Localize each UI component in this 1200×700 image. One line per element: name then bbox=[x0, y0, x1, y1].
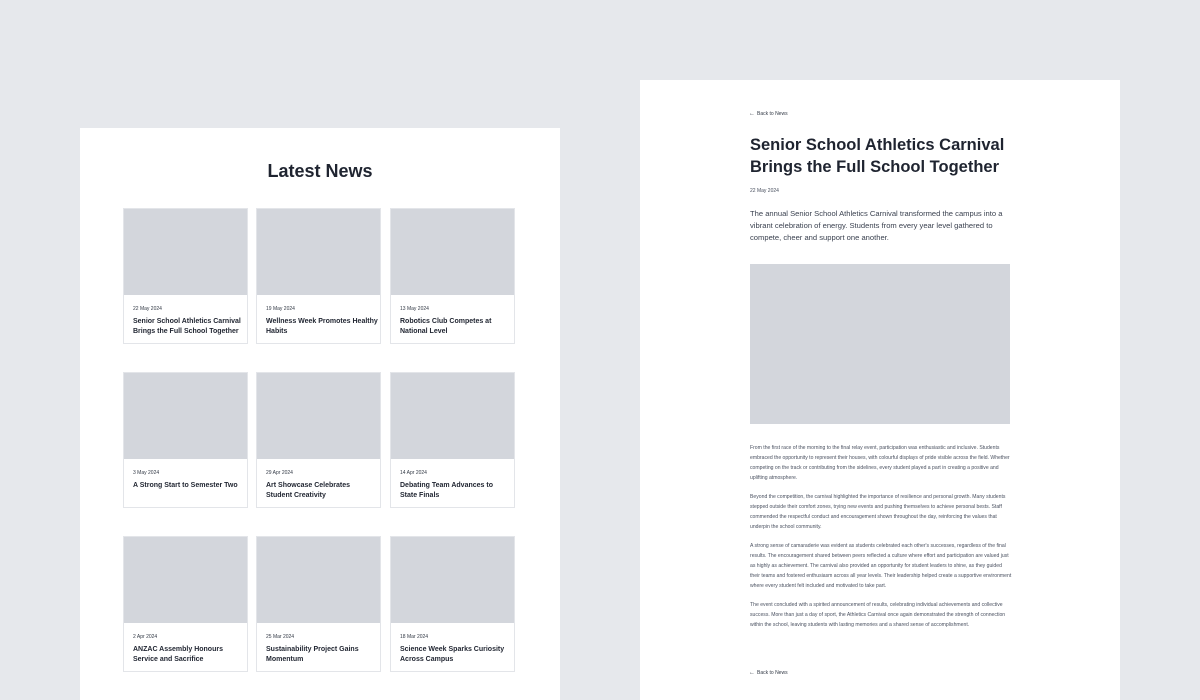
news-card-image[interactable] bbox=[124, 373, 247, 459]
article-panel bbox=[640, 80, 1120, 700]
news-card-date: 2 Apr 2024 bbox=[133, 634, 158, 640]
news-card-date: 13 May 2024 bbox=[400, 306, 429, 312]
news-card-image[interactable] bbox=[391, 373, 514, 459]
news-card[interactable] bbox=[123, 372, 248, 508]
news-card-title[interactable]: Art Showcase Celebrates Student Creativity bbox=[266, 482, 351, 499]
news-card[interactable] bbox=[123, 536, 248, 672]
article-paragraph: A strong sense of camaraderie was evident as students celebrated each other's successes, regardless of the final results. The encouragement shared between peers reflected a culture where effort and participation are valued just as highly as achievement. The carnival also provided an opportunity for student leaders to shine, as they guided their teams and fostered enthusiasm across all year levels. Their leadership helped create a supportive environment where every student felt included and motivated to take part. bbox=[750, 543, 1012, 589]
article-title: Senior School Athletics Carnival Brings the Full School Together bbox=[750, 136, 1005, 176]
arrow-left-icon: ← bbox=[749, 670, 755, 676]
news-card[interactable] bbox=[256, 208, 381, 344]
news-card-image[interactable] bbox=[257, 373, 380, 459]
news-card-image[interactable] bbox=[257, 537, 380, 623]
news-card-image[interactable] bbox=[391, 537, 514, 623]
article-hero-image bbox=[750, 264, 1010, 424]
news-card-title[interactable]: Debating Team Advances to State Finals bbox=[400, 482, 493, 499]
article-paragraph: The event concluded with a spirited announcement of results, celebrating individual achievements and collective success. More than just a day of sport, the Athletics Carnival once again demonstrated the strength of connection within the school, leaving students with lasting memories and a shared sense of accomplishment. bbox=[750, 602, 1006, 628]
news-card-date: 3 May 2024 bbox=[133, 470, 160, 476]
news-card-title[interactable]: Wellness Week Promotes Healthy Habits bbox=[266, 318, 378, 335]
news-listing-panel bbox=[80, 128, 560, 700]
news-card[interactable] bbox=[123, 208, 248, 344]
article-lead: The annual Senior School Athletics Carnival transformed the campus into a vibrant celebration of energy. Students from every year level gathered to compete, cheer and support one another. bbox=[750, 209, 1003, 242]
news-card-date: 18 Mar 2024 bbox=[400, 634, 429, 640]
article-date: 22 May 2024 bbox=[750, 188, 779, 194]
news-card[interactable] bbox=[390, 372, 515, 508]
news-card[interactable] bbox=[256, 536, 381, 672]
news-card-date: 19 May 2024 bbox=[266, 306, 295, 312]
news-card[interactable] bbox=[390, 536, 515, 672]
news-card[interactable] bbox=[256, 372, 381, 508]
news-card-image[interactable] bbox=[257, 209, 380, 295]
news-card-date: 25 Mar 2024 bbox=[266, 634, 295, 640]
news-card-image[interactable] bbox=[391, 209, 514, 295]
news-card-title[interactable]: Senior School Athletics Carnival Brings the Full School Together bbox=[133, 318, 241, 335]
news-heading: Latest News bbox=[267, 161, 373, 181]
news-card-image[interactable] bbox=[124, 537, 247, 623]
back-to-news-label: Back to News bbox=[757, 111, 788, 117]
arrow-left-icon: ← bbox=[749, 111, 755, 117]
article-paragraph: From the first race of the morning to the final relay event, participation was enthusiastic and inclusive. Students embraced the opportunity to represent their houses, with colourful displays of pride visible across the field. Whether competing on the track or contributing from the sidelines, every student played a part in creating a positive and uplifting atmosphere. bbox=[750, 445, 1010, 481]
back-to-news-link-top[interactable] bbox=[749, 111, 788, 118]
news-card-title[interactable]: Science Week Sparks Curiosity Across Campus bbox=[400, 646, 505, 663]
news-card[interactable] bbox=[390, 208, 515, 344]
news-card-date: 22 May 2024 bbox=[133, 306, 162, 312]
news-card-date: 29 Apr 2024 bbox=[266, 470, 293, 476]
article-paragraph: Beyond the competition, the carnival highlighted the importance of resilience and personal growth. Many students stepped outside their comfort zones, trying new events and pushing themselves to achieve personal bests. Staff commended the respectful conduct and encouragement shown throughout the day, reinforcing the values that underpin the school community. bbox=[750, 494, 1006, 530]
article-body bbox=[750, 443, 1012, 639]
news-card-image[interactable] bbox=[124, 209, 247, 295]
news-card-title[interactable]: Robotics Club Competes at National Level bbox=[400, 318, 492, 335]
news-card-title[interactable]: Sustainability Project Gains Momentum bbox=[266, 646, 359, 663]
back-to-news-link-bottom[interactable] bbox=[749, 670, 788, 677]
back-to-news-label: Back to News bbox=[757, 670, 788, 676]
news-card-title[interactable]: ANZAC Assembly Honours Service and Sacrifice bbox=[133, 646, 223, 663]
news-card-title[interactable]: A Strong Start to Semester Two bbox=[133, 482, 238, 489]
news-card-date: 14 Apr 2024 bbox=[400, 470, 427, 476]
